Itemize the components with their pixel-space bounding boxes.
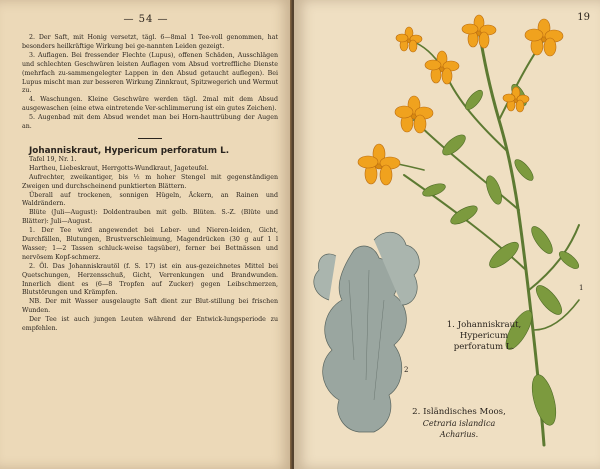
caption-iceland-moss [394, 407, 524, 440]
figure-label-1: 1 [579, 284, 584, 292]
paragraph-tea: 1. Der Tee wird angewendet bei Leber- und Nieren-leiden, Gicht, Durchfällen, Blutungen, Brustverschleimung, Magendrücken (30 g auf 1 l Wasser; 1—2 Tassen schluck-weise tagsüber), ferner bei Bettnässen und nervösem Kopf-schmerz. [22, 227, 278, 261]
item-4: 4. Waschungen. Kleine Geschwüre werden tägl. 2mal mit dem Absud ausgewaschen (eine etwa eintretende Ver-schlimmerung ist ein gutes Zeichen). [22, 96, 278, 113]
left-page [0, 0, 292, 469]
figure-label-2: 2 [404, 366, 409, 374]
hypericum-leaves [421, 82, 584, 428]
caption-hypericum-title: 1. Johanniskraut, [446, 320, 522, 330]
plate-reference: Tafel 19, Nr. 1. [29, 155, 77, 163]
paragraph-nb: NB. Der mit Wasser ausgelaugte Saft dient zur Blut-stillung bei frischen Wunden. [22, 298, 278, 315]
paragraph-habitat: Überall auf trockenen, sonnigen Hügeln, Äckern, an Rainen und Waldrändern. [22, 191, 278, 208]
caption-moss-latin-2: Acharius. [439, 430, 479, 439]
right-page [294, 0, 600, 469]
paragraph-youth: Der Tee ist auch jungen Leuten während der Entwick-lungsperiode zu empfehlen. [22, 316, 278, 333]
caption-hypericum-latin-2: perforatum L. [453, 342, 515, 352]
item-5: 5. Augenbad mit dem Absud wendet man bei Horn-hauttrübung der Augen an. [22, 114, 278, 131]
item-2: 2. Der Saft, mit Honig versetzt, tägl. 6—8mal 1 Tee-voll genommen, hat besonders heilkräftige Wirkung bei ge-nannten Leiden gezeigt. [22, 34, 278, 50]
section-heading: Johanniskraut, Hypericum perforatum L. [29, 145, 230, 156]
page-number-left: — 54 — [123, 14, 169, 25]
paragraph-bloom: Blüte (Juli—August): Doldentrauben mit gelb. Blüten. S.-Z. (Blüte und Blätter): Juli—August. [22, 209, 278, 226]
botanical-illustration [294, 0, 600, 469]
caption-moss-title: 2. Isländisches Moos, [412, 407, 506, 417]
caption-hypericum [434, 320, 534, 353]
caption-moss-latin-1: Cetraria islandica [422, 419, 496, 428]
paragraph-common-names: Hartheu, Liebeskraut, Herrgotts-Wundkraut, Jageteufel. [29, 164, 209, 172]
iceland-moss-illustration [314, 232, 419, 432]
section-divider [138, 138, 162, 139]
left-text-column [22, 34, 278, 334]
caption-hypericum-latin-1: Hypericum [459, 331, 509, 341]
paragraph-oil: 2. Öl. Das Johanniskrautöl (f. S. 17) ist ein aus-gezeichnetes Mittel bei Quetschungen, Herzensschuß, Gicht, Verrenkungen und Brandwunden. Innerlich dient es (6—8 Tropfen auf Zucker) gegen Leibschmerzen, Blutstörungen und Krämpfen. [22, 262, 278, 297]
page-number-right: 19 [577, 12, 590, 23]
paragraph-description: Aufrechter, zweikantiger, bis ½ m hoher Stengel mit gegenständigen Zweigen und durchscheinend punktierten Blättern. [22, 173, 278, 190]
item-3: 3. Auflagen. Bei fressender Flechte (Lupus), offenen Schäden, Ausschlägen und schlechten Geschwüren leisten Auflagen vom Absud vortreffliche Dienste (mehrfach zu-sammengelegter Lappen in den Absud getaucht auflegen). Bei Lupus mischt man zur besseren Wirkung Zinnkraut, Spitzwegerich und Wermut zu. [22, 51, 278, 95]
